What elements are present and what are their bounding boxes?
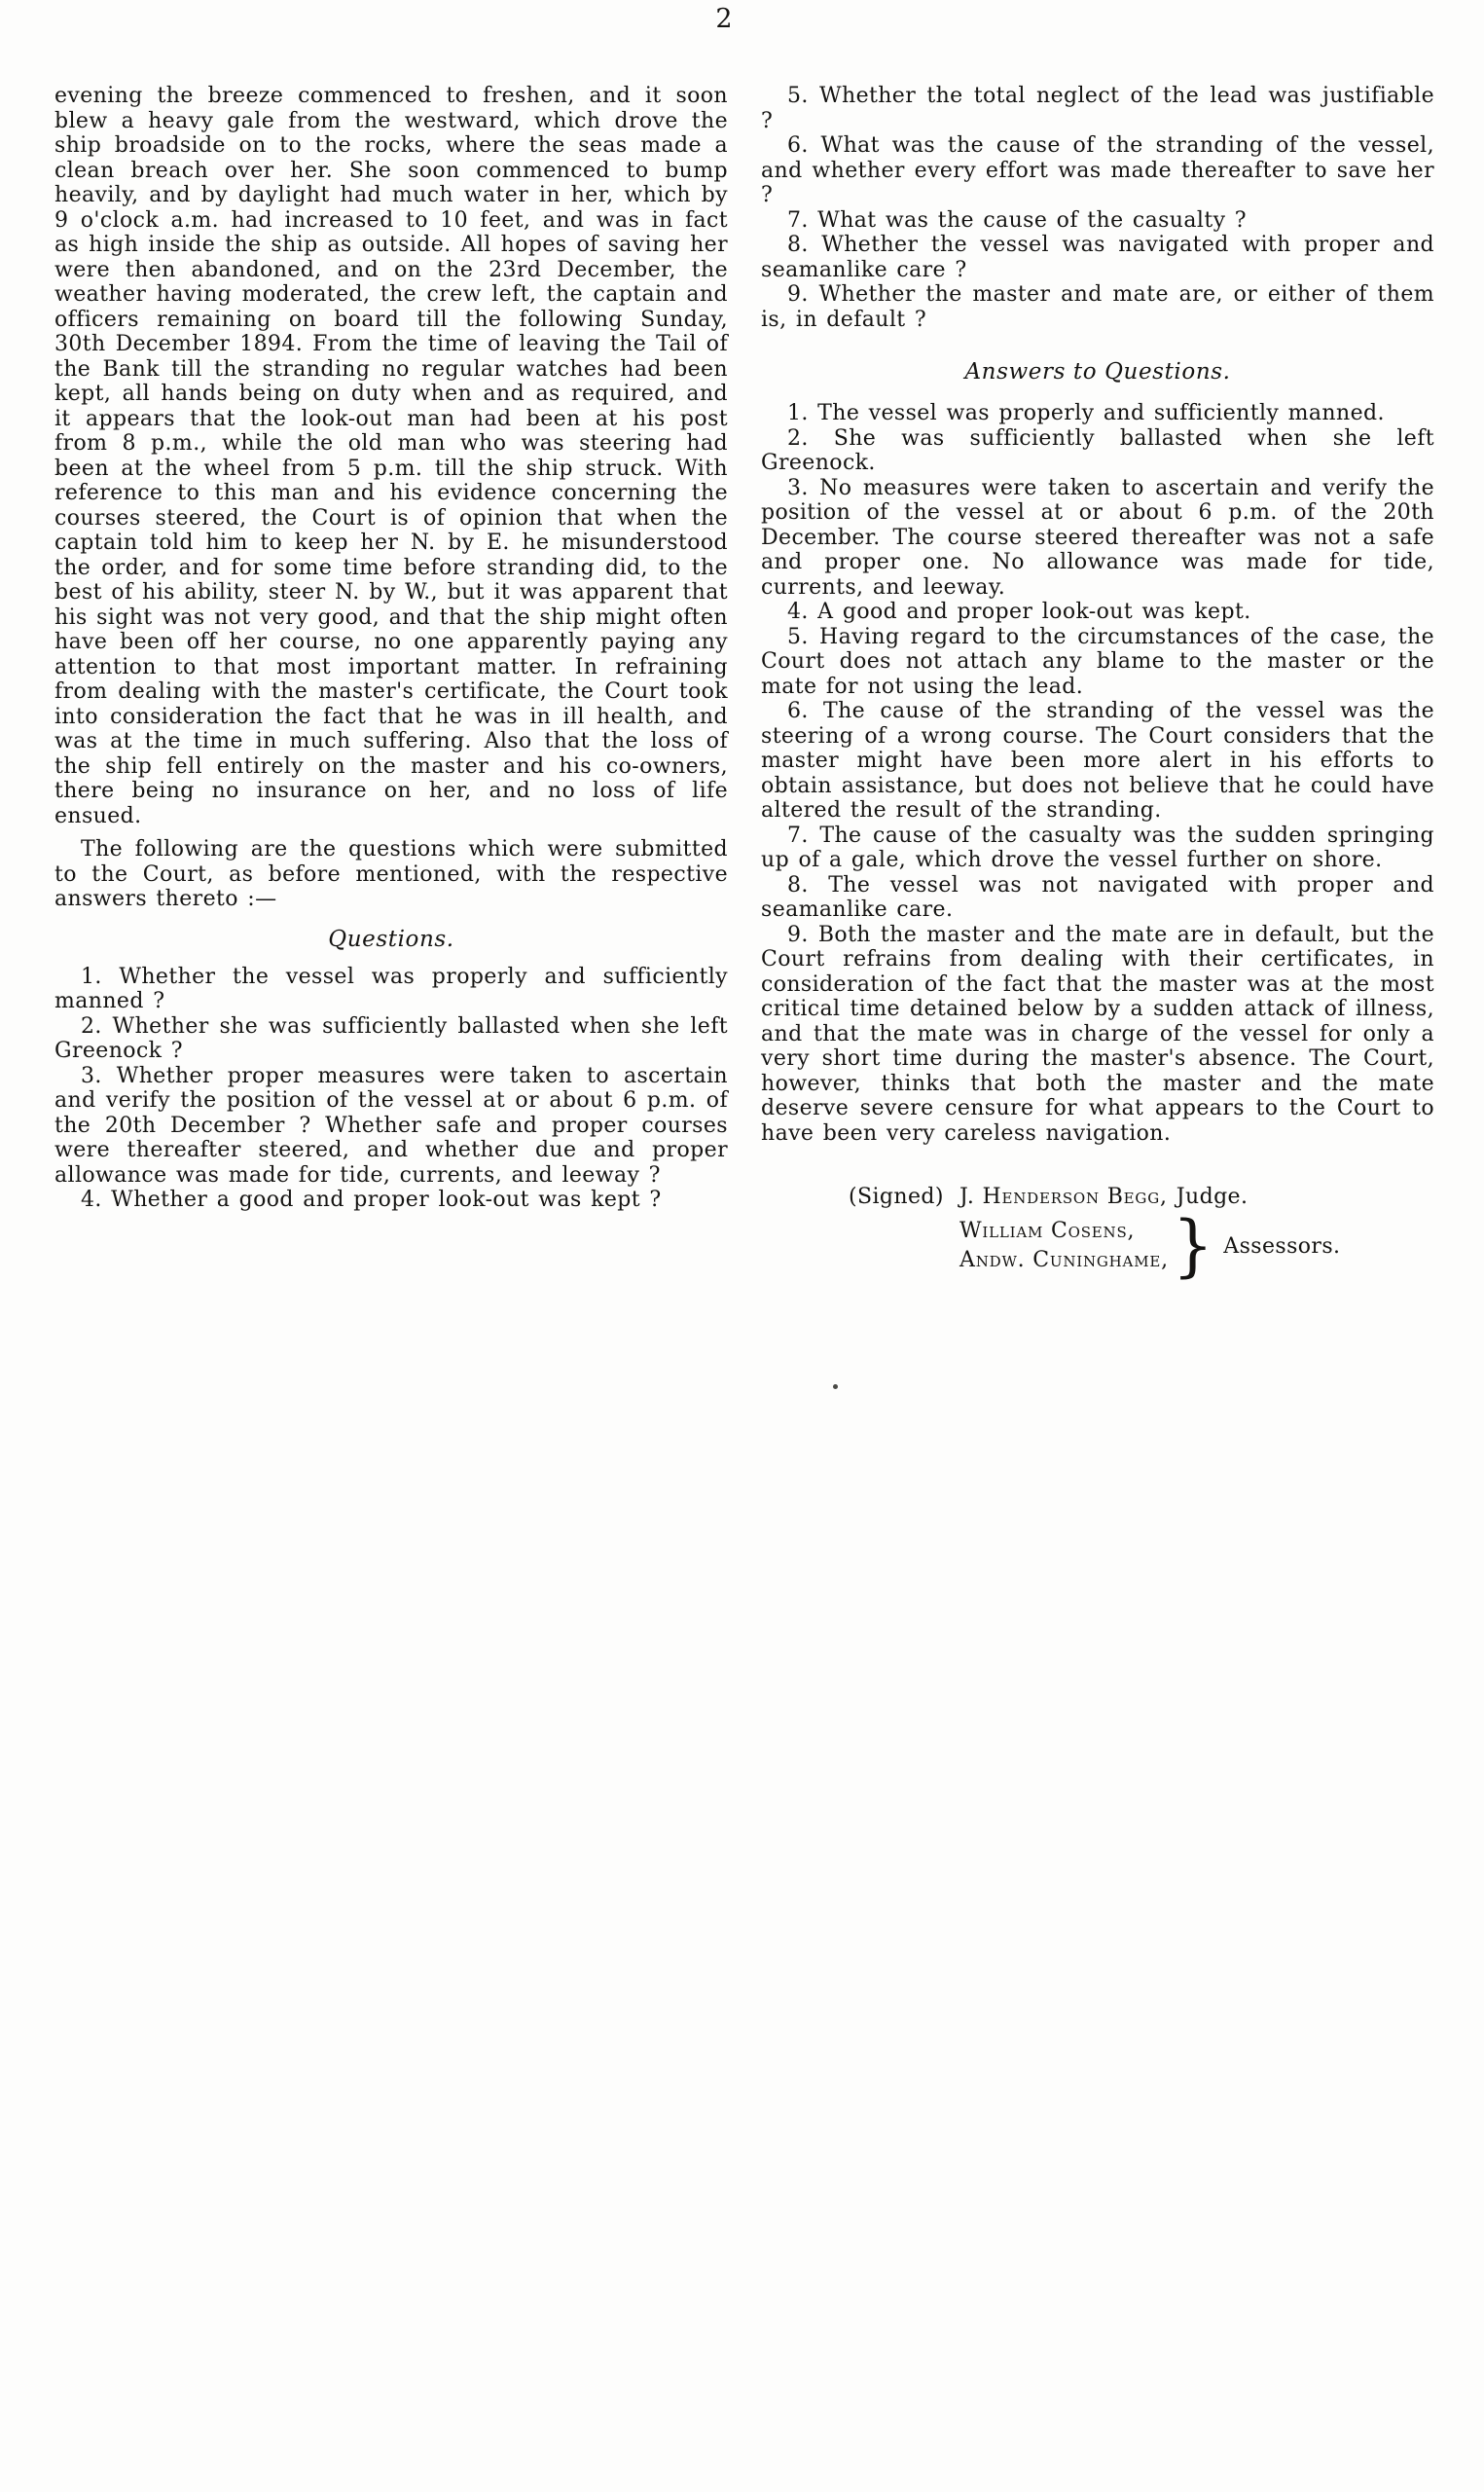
assessors-label: Assessors. <box>1223 1233 1341 1259</box>
two-column-layout <box>54 84 1434 1285</box>
brace-glyph: } <box>1172 1206 1214 1285</box>
signature-block <box>761 1185 1434 1285</box>
answer-item-3: 3. No measures were taken to ascertain and verify the position of the vessel at or about 6 p.m. of the 20th December. The course steered thereafter was not a safe and proper one. No allowance was made for tide, currents, and leeway. <box>761 475 1434 600</box>
answer-item-6: 6. The cause of the stranding of the vessel was the steering of a wrong course. The Court considers that the master might have been more alert in his efforts to obtain assistance, but does not believe that he could have altered the result of the stranding. <box>761 699 1434 823</box>
answer-item-4: 4. A good and proper look-out was kept. <box>787 600 1251 624</box>
signed-label: (Signed) <box>849 1185 944 1209</box>
answer-item-5: 5. Having regard to the circumstances of the case, the Court does not attach any blame to the master or the mate for not using the lead. <box>761 624 1434 699</box>
scan-speck <box>833 1384 838 1389</box>
answer-item-1: 1. The vessel was properly and sufficiently manned. <box>787 401 1385 425</box>
assessors-signature-row <box>959 1206 1434 1285</box>
answer-item-7: 7. The cause of the casualty was the sudden springing up of a gale, which drove the vessel further on shore. <box>761 823 1434 872</box>
judge-signature-row <box>849 1185 1434 1209</box>
questions-heading: Questions. <box>328 926 454 952</box>
question-item-4: 4. Whether a good and proper look-out was kept ? <box>81 1188 662 1212</box>
answer-item-2: 2. She was sufficiently ballasted when she left Greenock. <box>761 425 1434 475</box>
intro-paragraph: The following are the questions which were submitted to the Court, as before mentioned, with the respective answers thereto :— <box>54 837 728 911</box>
question-item-8: 8. Whether the vessel was navigated with proper and seamanlike care ? <box>761 233 1434 282</box>
assessor-name-1: William Cosens, <box>959 1219 1136 1243</box>
judge-name: J. Henderson Begg, <box>959 1185 1168 1209</box>
answers-heading: Answers to Questions. <box>964 359 1231 385</box>
assessor-name-2: Andw. Cuninghame, <box>959 1248 1169 1272</box>
question-item-7: 7. What was the cause of the casualty ? <box>787 207 1247 233</box>
question-item-9: 9. Whether the master and mate are, or either of them is, in default ? <box>761 282 1434 332</box>
right-column <box>761 84 1434 1285</box>
question-item-3: 3. Whether proper measures were taken to ascertain and verify the position of the vessel at or about 6 p.m. of the 20th December ? Whether safe and proper courses were thereafter steered, and whether due and proper allowance was made for tide, currents, and leeway ? <box>54 1063 728 1188</box>
page-number: 2 <box>715 4 733 34</box>
left-column <box>54 84 728 1275</box>
judge-title: Judge. <box>1176 1185 1249 1209</box>
question-item-5: 5. Whether the total neglect of the lead was justifiable ? <box>761 84 1434 133</box>
answer-item-8: 8. The vessel was not navigated with proper and seamanlike care. <box>761 872 1434 922</box>
assessor-names <box>959 1217 1169 1275</box>
question-item-2: 2. Whether she was sufficiently ballasted when she left Greenock ? <box>54 1013 728 1063</box>
answer-item-9: 9. Both the master and the mate are in default, but the Court refrains from dealing with their certificates, in consideration of the fact that the master was at the most critical time detained below by a sudden attack of illness, and that the mate was in charge of the vessel for only a very short time during the master's absence. The Court, however, thinks that both the master and the mate deserve severe censure for what appears to the Court to have been very careless navigation. <box>761 922 1434 1146</box>
question-item-1: 1. Whether the vessel was properly and sufficiently manned ? <box>54 964 728 1013</box>
question-item-6: 6. What was the cause of the stranding of the vessel, and whether every effort was made thereafter to save her ? <box>761 133 1434 207</box>
continuation-paragraph: evening the breeze commenced to freshen, and it soon blew a heavy gale from the westward, which drove the ship broadside on to the rocks, where the seas made a clean breach over her. She soon commenced to bump heavily, and by daylight had much water in her, which by 9 o'clock a.m. had increased to 10 feet, and was in fact as high inside the ship as outside. All hopes of saving her were then abandoned, and on the 23rd December, the weather having moderated, the crew left, the captain and officers remaining on board till the following Sunday, 30th December 1894. From the time of leaving the Tail of the Bank till the stranding no regular watches had been kept, all hands being on duty when and as required, and it appears that the look-out man had been at his post from 8 p.m., while the old man who was steering had been at the wheel from 5 p.m. till the ship struck. With reference to this man and his evidence concerning the courses steered, the Court is of opinion that when the captain told him to keep her N. by E. he misunderstood the order, and for some time before stranding did, to the best of his ability, steer N. by W., but it was apparent that his sight was not very good, and that the ship might often have been off her course, no one apparently paying any attention to that most important matter. In refraining from dealing with the master's certificate, the Court took into consideration the fact that he was in ill health, and was at the time in much suffering. Also that the loss of the ship fell entirely on the master and his co-owners, there being no insurance on her, and no loss of life ensued. <box>54 84 728 828</box>
